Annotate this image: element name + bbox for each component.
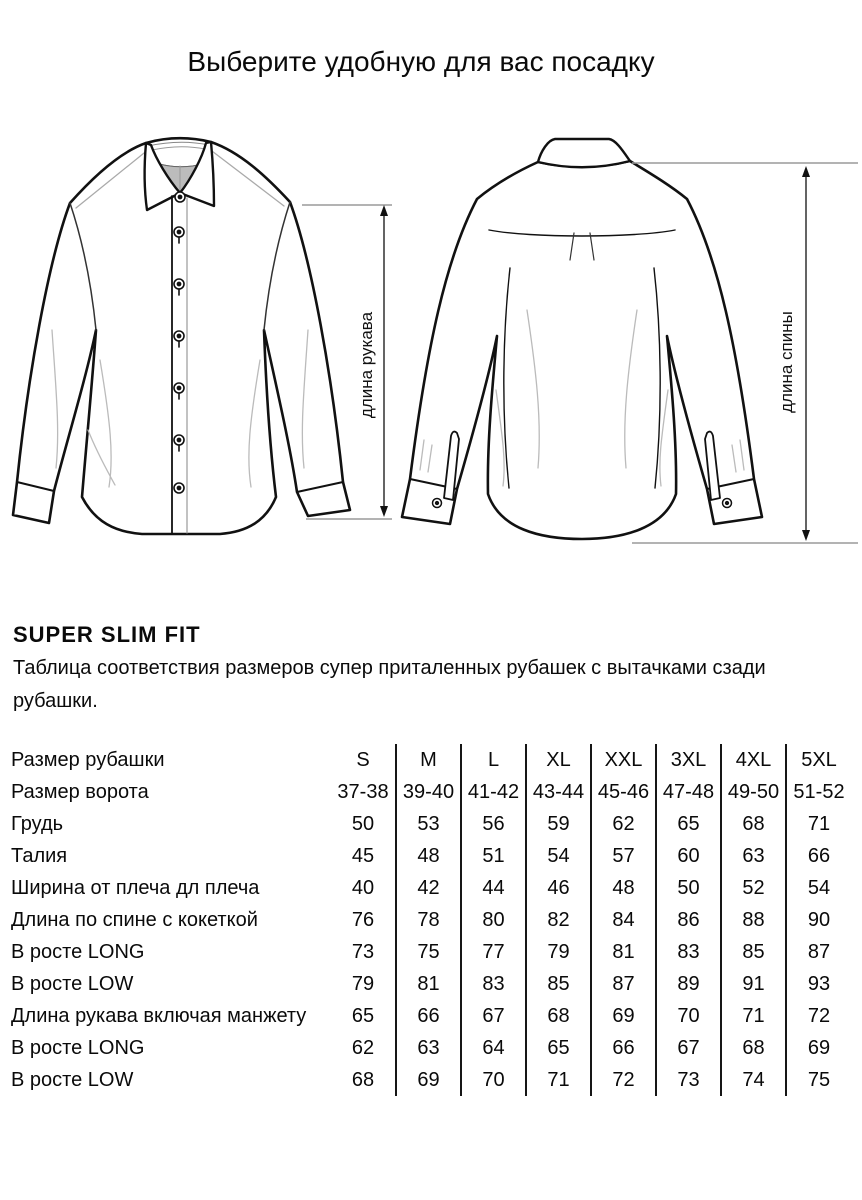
size-table-body <box>11 744 851 1096</box>
size-value: L <box>461 744 526 776</box>
size-value: 66 <box>396 1000 461 1032</box>
row-label: В росте LOW <box>11 972 134 995</box>
row-label: Грудь <box>11 812 64 835</box>
table-row <box>11 968 851 1000</box>
size-value: XXL <box>591 744 656 776</box>
size-value: 72 <box>786 1000 851 1032</box>
size-table <box>11 744 851 1096</box>
size-value: 93 <box>786 968 851 1000</box>
size-value: 43-44 <box>526 776 591 808</box>
size-value: 68 <box>721 808 786 840</box>
size-value: 56 <box>461 808 526 840</box>
size-value: 79 <box>351 972 375 995</box>
size-value: 65 <box>351 1004 375 1027</box>
size-value: 4XL <box>721 744 786 776</box>
size-value: 84 <box>591 904 656 936</box>
size-value: 48 <box>396 840 461 872</box>
size-value: 80 <box>461 904 526 936</box>
size-value: 81 <box>591 936 656 968</box>
size-value: 83 <box>656 936 721 968</box>
size-value: 75 <box>786 1064 851 1096</box>
size-value: 45-46 <box>591 776 656 808</box>
size-value: 42 <box>396 872 461 904</box>
size-value: S <box>356 748 370 771</box>
size-value: 68 <box>526 1000 591 1032</box>
size-value: 46 <box>526 872 591 904</box>
size-value: 48 <box>591 872 656 904</box>
size-value: 65 <box>526 1032 591 1064</box>
size-value: 70 <box>461 1064 526 1096</box>
size-value: 51 <box>461 840 526 872</box>
back-shirt-drawing <box>402 139 762 539</box>
size-value: 49-50 <box>721 776 786 808</box>
size-value: 71 <box>526 1064 591 1096</box>
table-row <box>11 872 851 904</box>
size-value: 69 <box>591 1000 656 1032</box>
size-value: 41-42 <box>461 776 526 808</box>
size-value: 52 <box>721 872 786 904</box>
table-row <box>11 808 851 840</box>
size-value: XL <box>526 744 591 776</box>
table-row <box>11 744 851 776</box>
size-value: 63 <box>396 1032 461 1064</box>
size-value: 37-38 <box>337 780 389 803</box>
size-value: 72 <box>591 1064 656 1096</box>
size-value: 57 <box>591 840 656 872</box>
back-length-label: длина спины <box>777 311 796 413</box>
size-value: 74 <box>721 1064 786 1096</box>
sleeve-length-label: длина рукава <box>357 311 376 419</box>
fit-heading: SUPER SLIM FIT <box>13 622 201 647</box>
row-label: В росте LOW <box>11 1068 134 1091</box>
size-value: 68 <box>721 1032 786 1064</box>
size-value: 50 <box>351 812 375 835</box>
front-shirt-drawing <box>13 138 350 534</box>
size-value: 44 <box>461 872 526 904</box>
size-value: 54 <box>526 840 591 872</box>
size-value: 62 <box>591 808 656 840</box>
size-value: 87 <box>591 968 656 1000</box>
size-value: 71 <box>721 1000 786 1032</box>
size-value: 77 <box>461 936 526 968</box>
row-label: Талия <box>11 844 68 867</box>
size-value: 62 <box>351 1036 375 1059</box>
size-value: 71 <box>786 808 851 840</box>
row-label: Ширина от плеча дл плеча <box>11 876 260 899</box>
size-value: 88 <box>721 904 786 936</box>
size-value: 82 <box>526 904 591 936</box>
table-row <box>11 1064 851 1096</box>
size-value: 51-52 <box>786 776 851 808</box>
size-value: 83 <box>461 968 526 1000</box>
table-row <box>11 1032 851 1064</box>
row-label: Длина по спине с кокеткой <box>11 908 258 931</box>
row-label: В росте LONG <box>11 940 145 963</box>
row-label: Длина рукава включая манжету <box>11 1004 307 1027</box>
size-value: 64 <box>461 1032 526 1064</box>
size-value: 78 <box>396 904 461 936</box>
size-value: 81 <box>396 968 461 1000</box>
size-value: 63 <box>721 840 786 872</box>
table-row <box>11 776 851 808</box>
size-value: 90 <box>786 904 851 936</box>
table-row <box>11 904 851 936</box>
size-value: 3XL <box>656 744 721 776</box>
size-value: 76 <box>351 908 375 931</box>
size-value: 59 <box>526 808 591 840</box>
page-title: Выберите удобную для вас посадку <box>187 46 655 77</box>
size-value: 69 <box>786 1032 851 1064</box>
size-value: 45 <box>351 844 375 867</box>
size-value: 50 <box>656 872 721 904</box>
size-value: 54 <box>786 872 851 904</box>
size-value: 40 <box>351 876 375 899</box>
size-value: 87 <box>786 936 851 968</box>
row-label: Размер рубашки <box>11 748 165 771</box>
size-value: 60 <box>656 840 721 872</box>
size-value: 39-40 <box>396 776 461 808</box>
size-value: 66 <box>591 1032 656 1064</box>
table-row <box>11 1000 851 1032</box>
table-row <box>11 936 851 968</box>
size-value: 85 <box>721 936 786 968</box>
shirt-diagram <box>0 115 862 580</box>
size-value: 70 <box>656 1000 721 1032</box>
size-value: 69 <box>396 1064 461 1096</box>
row-label: Размер ворота <box>11 780 149 803</box>
size-value: 91 <box>721 968 786 1000</box>
size-value: 65 <box>656 808 721 840</box>
size-value: 67 <box>656 1032 721 1064</box>
size-value: 47-48 <box>656 776 721 808</box>
row-label: В росте LONG <box>11 1036 145 1059</box>
size-value: 5XL <box>786 744 851 776</box>
fit-description: Таблица соответствия размеров супер приталенных рубашек с вытачками сзади рубашки. <box>13 657 766 712</box>
size-value: 86 <box>656 904 721 936</box>
size-value: 85 <box>526 968 591 1000</box>
size-value: M <box>396 744 461 776</box>
size-value: 79 <box>526 936 591 968</box>
size-value: 89 <box>656 968 721 1000</box>
table-row <box>11 840 851 872</box>
size-value: 53 <box>396 808 461 840</box>
size-value: 67 <box>461 1000 526 1032</box>
size-value: 66 <box>786 840 851 872</box>
size-value: 73 <box>351 940 375 963</box>
size-value: 75 <box>396 936 461 968</box>
size-value: 68 <box>351 1068 375 1091</box>
size-value: 73 <box>656 1064 721 1096</box>
